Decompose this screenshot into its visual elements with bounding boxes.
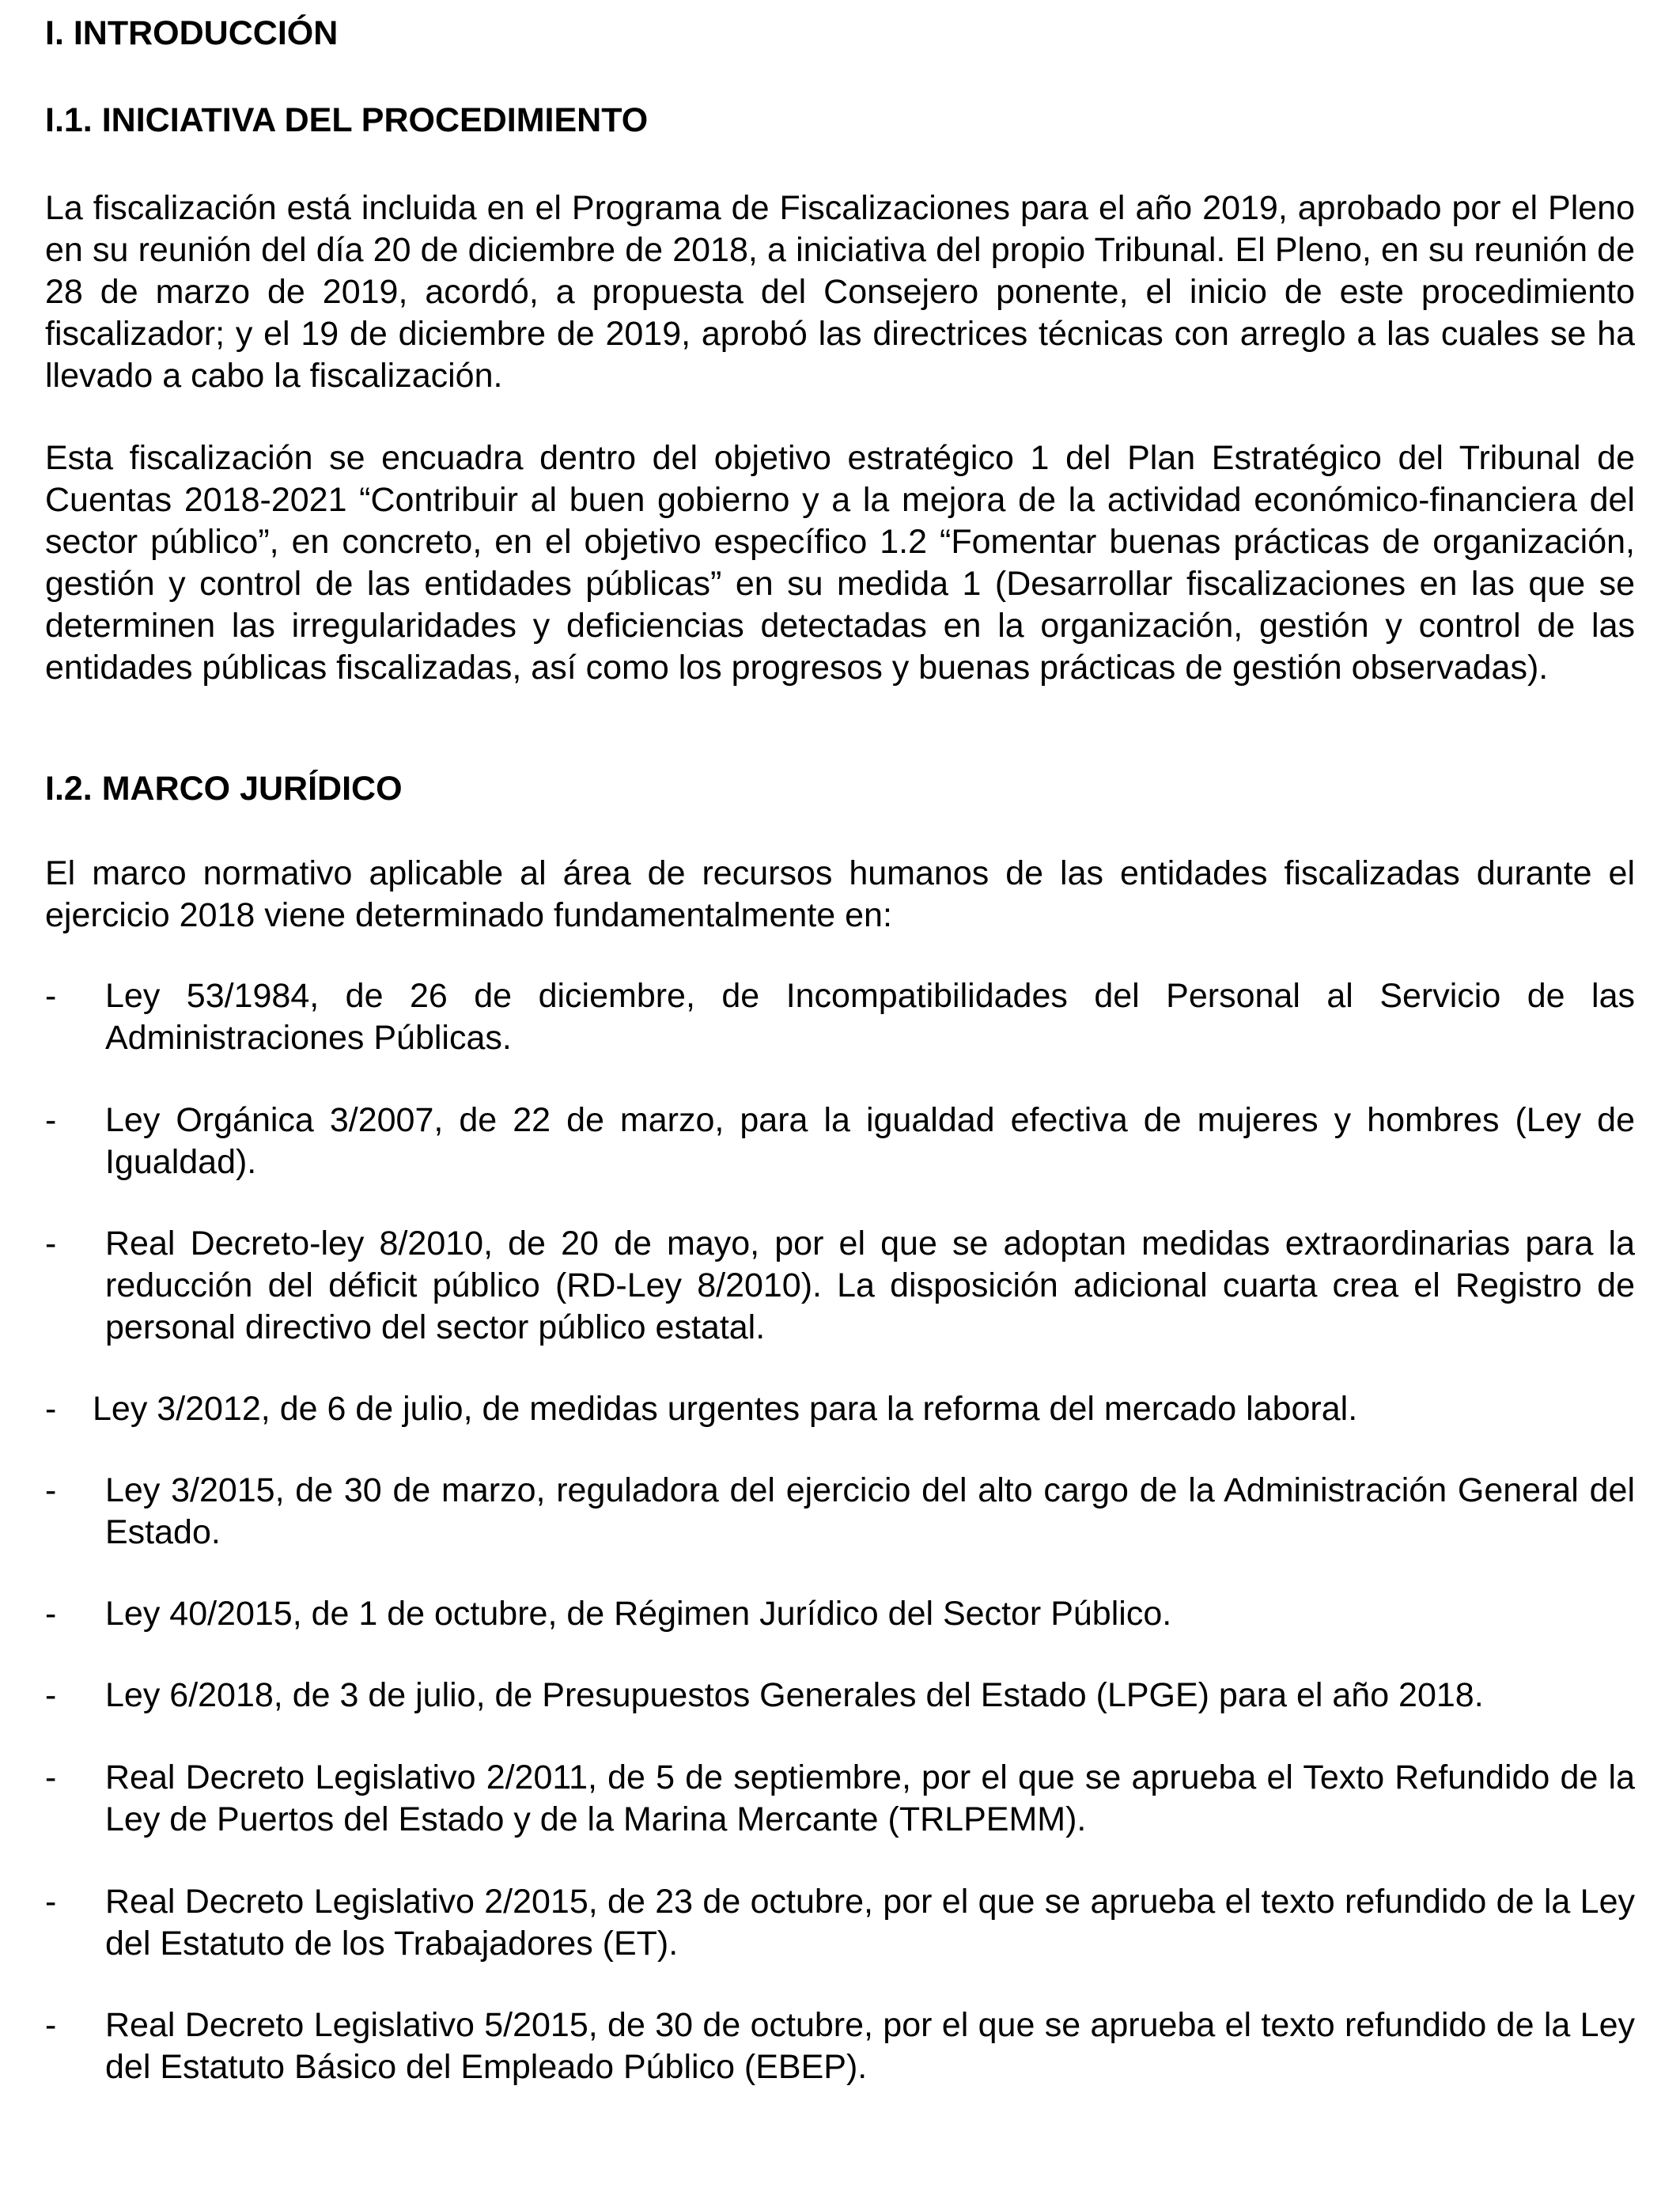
list-dash-marker: - <box>45 977 57 1015</box>
section-title-initiative: I.1. INICIATIVA DEL PROCEDIMIENTO <box>45 101 649 139</box>
law-list-item <box>45 1675 1635 1717</box>
law-list-item <box>45 1881 1635 1965</box>
paragraph-initiative-2: Esta fiscalización se encuadra dentro del objetivo estratégico 1 del Plan Estratégico del Tribunal de Cuentas 2018-2021 “Contribuir al buen gobierno y a la mejora de la actividad económico-financiera del sector público”, en concreto, en el objetivo específico 1.2 “Fomentar buenas prácticas de organización, gestión y control de las entidades públicas” en su medida 1 (Desarrollar fiscalizaciones en las que se determinen las irregularidades y deficiencias detectadas en la organización, gestión y control de las entidades públicas fiscalizadas, así como los progresos y buenas prácticas de gestión observadas). <box>45 439 1635 687</box>
law-list-item <box>45 1388 1635 1430</box>
law-list-item <box>45 1223 1635 1349</box>
list-dash-marker: - <box>45 1595 57 1633</box>
law-list-item-text: Real Decreto Legislativo 2/2015, de 23 de octubre, por el que se aprueba el texto refundido de la Ley del Estatuto de los Trabajadores (ET). <box>105 1883 1635 1963</box>
law-list-item-text: Ley 40/2015, de 1 de octubre, de Régimen Jurídico del Sector Público. <box>105 1595 1172 1633</box>
law-list-item-text: Ley 3/2012, de 6 de julio, de medidas urgentes para la reforma del mercado laboral. <box>93 1390 1358 1428</box>
law-list-item-text: Ley 6/2018, de 3 de julio, de Presupuestos Generales del Estado (LPGE) para el año 2018. <box>105 1676 1484 1714</box>
list-dash-marker: - <box>45 1101 57 1139</box>
law-list-item-text: Ley 53/1984, de 26 de diciembre, de Incompatibilidades del Personal al Servicio de las Administraciones Públicas. <box>105 977 1635 1057</box>
law-list-item <box>45 1100 1635 1183</box>
list-dash-marker: - <box>45 1471 57 1509</box>
law-list-item <box>45 1757 1635 1841</box>
law-list-item-text: Real Decreto-ley 8/2010, de 20 de mayo, por el que se adoptan medidas extraordinarias para la reducción del déficit público (RD-Ley 8/2010). La disposición adicional cuarta crea el Registro de personal directivo del sector público estatal. <box>105 1225 1635 1346</box>
law-list-item-text: Ley 3/2015, de 30 de marzo, reguladora del ejercicio del alto cargo de la Administración General del Estado. <box>105 1471 1635 1551</box>
section-title-introduction: I. INTRODUCCIÓN <box>45 14 339 52</box>
list-dash-marker: - <box>45 1883 57 1921</box>
law-list-item <box>45 1593 1635 1635</box>
law-list-item-text: Real Decreto Legislativo 2/2011, de 5 de septiembre, por el que se aprueba el Texto Refundido de la Ley de Puertos del Estado y de la Marina Mercante (TRLPEMM). <box>105 1758 1635 1838</box>
section-title-legal-framework: I.2. MARCO JURÍDICO <box>45 770 403 808</box>
list-dash-marker: - <box>45 2006 57 2044</box>
list-dash-marker: - <box>45 1225 57 1262</box>
law-list-item-text: Ley Orgánica 3/2007, de 22 de marzo, para la igualdad efectiva de mujeres y hombres (Ley de Igualdad). <box>105 1101 1635 1181</box>
paragraph-legal-framework: El marco normativo aplicable al área de recursos humanos de las entidades fiscalizadas durante el ejercicio 2018 viene determinado fundamentalmente en: <box>45 854 1635 934</box>
paragraph-initiative-1: La fiscalización está incluida en el Programa de Fiscalizaciones para el año 2019, aprobado por el Pleno en su reunión del día 20 de diciembre de 2018, a iniciativa del propio Tribunal. El Pleno, en su reunión de 28 de marzo de 2019, acordó, a propuesta del Consejero ponente, el inicio de este procedimiento fiscalizador; y el 19 de diciembre de 2019, aprobó las directrices técnicas con arreglo a las cuales se ha llevado a cabo la fiscalización. <box>45 189 1635 395</box>
law-list-item <box>45 2004 1635 2088</box>
law-list-item <box>45 1470 1635 1554</box>
law-list-item-text: Real Decreto Legislativo 5/2015, de 30 de octubre, por el que se aprueba el texto refundido de la Ley del Estatuto Básico del Empleado Público (EBEP). <box>105 2006 1635 2086</box>
law-list-item <box>45 975 1635 1059</box>
list-dash-marker: - <box>45 1758 57 1796</box>
list-dash-marker: - <box>45 1390 57 1428</box>
list-dash-marker: - <box>45 1676 57 1714</box>
